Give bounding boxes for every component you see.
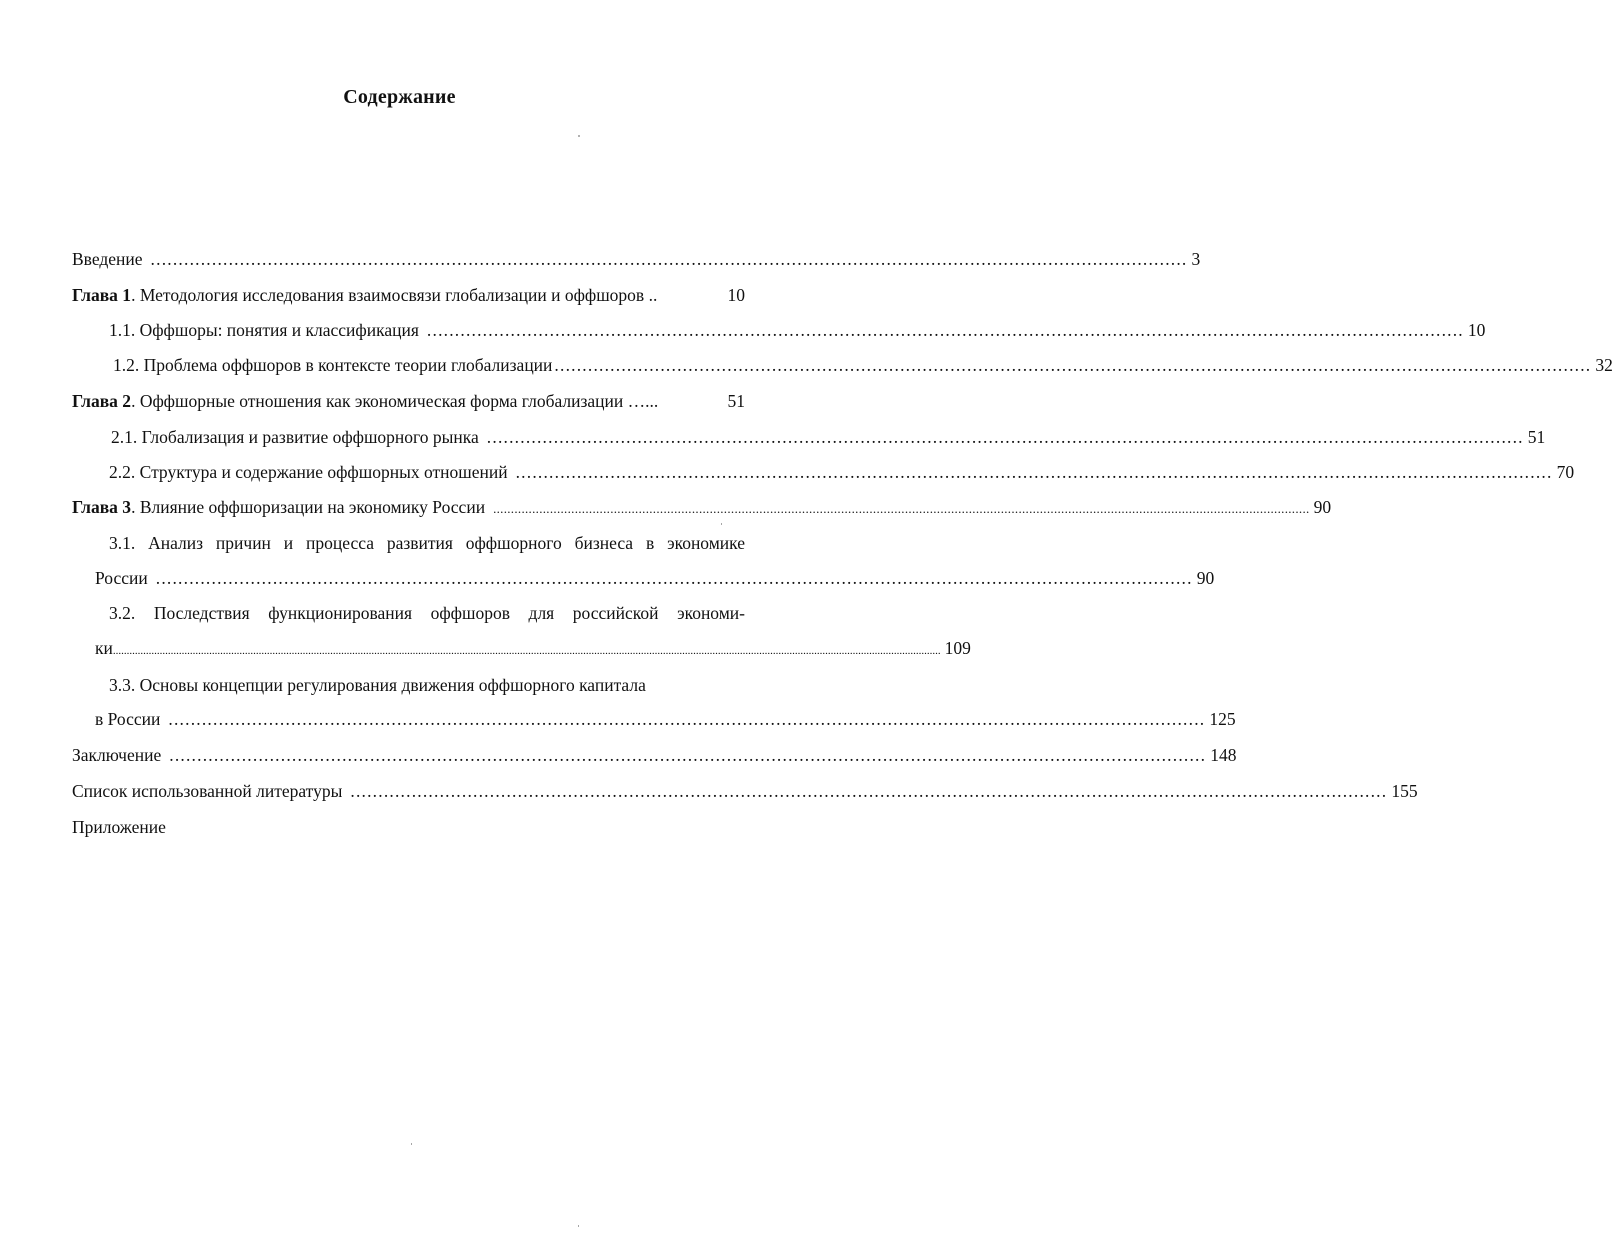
toc-entry-page: 10 — [727, 285, 745, 305]
toc-entry-page: 32 — [1595, 355, 1613, 375]
toc-entry-bibliography[interactable] — [72, 779, 1418, 803]
toc-entry-label: Введение — [72, 249, 143, 269]
toc-entry-conclusion[interactable] — [72, 743, 1237, 767]
toc-entry-page: 90 — [1196, 568, 1215, 588]
toc-entry-label: 1.2. Проблема оффшоров в контексте теории глобализации — [113, 355, 553, 375]
toc-entry-chapter-3[interactable] — [72, 495, 1332, 519]
chapter-label: Глава 3 — [72, 497, 132, 517]
toc-entry-page: 109 — [944, 638, 971, 658]
toc-entry-section-2-1[interactable] — [111, 425, 1546, 449]
dot-leader: .......................................................................................................................................................................................... — [350, 781, 1388, 801]
chapter-label: Глава 2 — [72, 391, 132, 411]
toc-entry-page: 51 — [1527, 427, 1546, 447]
toc-entry-label: 1.1. Оффшоры: понятия и классификация — [109, 320, 419, 340]
toc-entry-label: России — [95, 568, 148, 588]
toc-entry-section-3-3-line1[interactable]: 3.3. Основы концепции регулирования движения оффшорного капитала — [109, 675, 646, 695]
toc-entry-introduction[interactable] — [72, 247, 1201, 271]
toc-entry-label: . Методология исследования взаимосвязи глобализации и оффшоров .. — [131, 285, 658, 305]
dot-leader: .......................................................................................................................................................................................... — [486, 427, 1524, 447]
dot-leader: ............................................................................................................................................................................................................................................................................................................. — [112, 645, 941, 657]
toc-entry-page: 155 — [1391, 781, 1418, 801]
toc-entry-page: 51 — [727, 391, 745, 411]
toc-entry-page: 10 — [1467, 320, 1486, 340]
toc-entry-page: 148 — [1210, 745, 1237, 765]
toc-entry-label: Список использованной литературы — [72, 781, 343, 801]
scan-speck — [578, 1225, 579, 1227]
chapter-label: Глава 1 — [72, 285, 132, 305]
toc-entry-label: Заключение — [72, 745, 162, 765]
toc-entry-page: 125 — [1209, 709, 1236, 729]
toc-entry-section-3-1-line1[interactable]: 3.1. Анализ причин и процесса развития оффшорного бизнеса в экономике — [109, 533, 745, 553]
toc-entry-section-3-3[interactable] — [95, 707, 1236, 731]
toc-entry-label: . Влияние оффшоризации на экономику России — [131, 497, 486, 517]
toc-entry-chapter-1[interactable] — [72, 283, 745, 307]
toc-entry-section-2-2[interactable] — [109, 460, 1575, 484]
toc-entry-section-1-1[interactable] — [109, 318, 1486, 342]
dot-leader: .......................................................................................................................................................................................... — [150, 249, 1188, 269]
toc-entry-page: 3 — [1191, 249, 1201, 269]
dot-leader: .......................................................................................................................................................................................... — [155, 568, 1193, 588]
scan-speck — [721, 523, 722, 525]
toc-entry-chapter-2[interactable] — [72, 389, 745, 413]
toc-entry-label: ки — [95, 638, 113, 658]
toc-entry-label: 2.2. Структура и содержание оффшорных отношений — [109, 462, 508, 482]
toc-entry-label: . Оффшорные отношения как экономическая форма глобализации …... — [131, 391, 659, 411]
dot-leader: .......................................................................................................................................................................................... — [169, 745, 1207, 765]
toc-entry-label: в России — [95, 709, 161, 729]
dot-leader: ...................................................................................................................................................................................................................................... — [493, 501, 1310, 516]
toc-entry-section-3-1[interactable] — [95, 566, 1215, 590]
toc-entry-label: 2.1. Глобализация и развитие оффшорного рынка — [111, 427, 479, 447]
dot-leader: .......................................................................................................................................................................................... — [515, 462, 1553, 482]
toc-entry-section-3-2-line1[interactable]: 3.2. Последствия функционирования оффшоров для российской экономи- — [109, 603, 745, 623]
toc-entry-page: 90 — [1313, 497, 1332, 517]
toc-entry-section-3-2[interactable] — [95, 636, 971, 660]
scan-speck — [578, 135, 580, 137]
dot-leader: .......................................................................................................................................................................................... — [554, 355, 1592, 375]
dot-leader: .......................................................................................................................................................................................... — [168, 709, 1206, 729]
scan-speck — [411, 1143, 412, 1145]
toc-entry-section-1-2[interactable] — [113, 353, 1613, 377]
toc-entry-appendix[interactable]: Приложение — [72, 817, 166, 837]
toc-entry-page: 70 — [1556, 462, 1575, 482]
dot-leader: .......................................................................................................................................................................................... — [426, 320, 1464, 340]
page-title: Содержание — [343, 86, 456, 108]
